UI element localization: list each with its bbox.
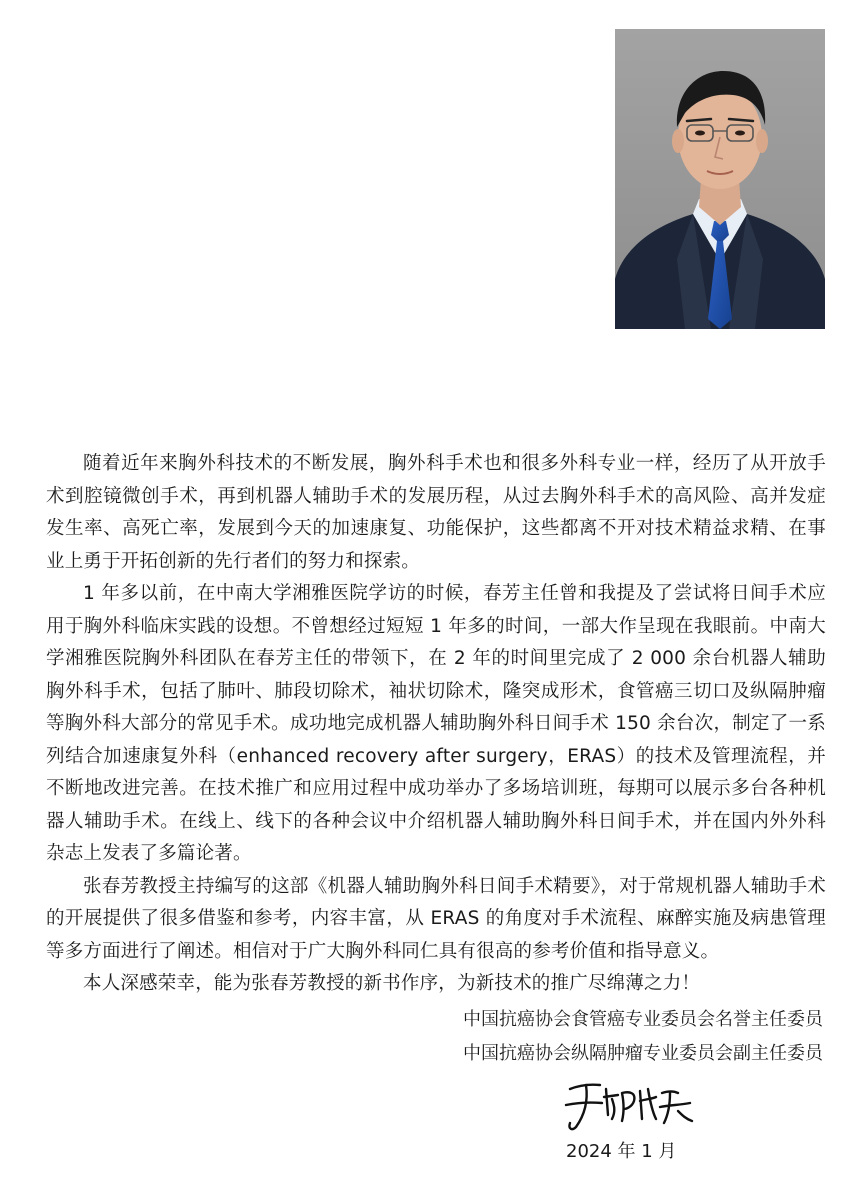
author-titles [463, 1003, 823, 1071]
author-title-1: 中国抗癌协会食管癌专业委员会名誉主任委员 [463, 1009, 823, 1030]
preface-body [46, 448, 826, 1001]
author-portrait-photo [615, 29, 825, 329]
handwritten-signature-icon [560, 1075, 700, 1133]
paragraph-2: 1 年多以前，在中南大学湘雅医院学访的时候，春芳主任曾和我提及了尝试将日间手术应用于胸外科临床实践的设想。不曾想经过短短 1 年多的时间，一部大作呈现在我眼前。中南大学湘雅医院胸外科团队在春芳主任的带领下，在 2 年的时间里完成了 2 000 余台机器人辅助胸外科手术，包括了肺叶、肺段切除术，袖状切除术，隆突成形术，食管癌三切口及纵隔肿瘤等胸外科大部分的常见手术。成功地完成机器人辅助胸外科日间手术 150 余台次，制定了一系列结合加速康复外科（enhanced recovery after surgery，ERAS）的技术及管理流程，并不断地改进完善。在技术推广和应用过程中成功举办了多场培训班，每期可以展示多台各种机器人辅助手术。在线上、线下的各种会议中介绍机器人辅助胸外科日间手术，并在国内外外科杂志上发表了多篇论著。 [46, 583, 826, 864]
paragraph-3: 张春芳教授主持编写的这部《机器人辅助胸外科日间手术精要》，对于常规机器人辅助手术的开展提供了很多借鉴和参考，内容丰富，从 ERAS 的角度对手术流程、麻醉实施及病患管理等多方面进行了阐述。相信对于广大胸外科同仁具有很高的参考价值和指导意义。 [46, 875, 826, 962]
date: 2024 年 1 月 [566, 1141, 677, 1162]
paragraph-4: 本人深感荣幸，能为张春芳教授的新书作序，为新技术的推广尽绵薄之力！ [83, 973, 701, 994]
portrait-icon [615, 29, 825, 329]
paragraph-1: 随着近年来胸外科技术的不断发展，胸外科手术也和很多外科专业一样，经历了从开放手术到腔镜微创手术，再到机器人辅助手术的发展历程，从过去胸外科手术的高风险、高并发症发生率、高死亡率，发展到今天的加速康复、功能保护，这些都离不开对技术精益求精、在事业上勇于开拓创新的先行者们的努力和探索。 [46, 453, 826, 572]
author-title-2: 中国抗癌协会纵隔肿瘤专业委员会副主任委员 [463, 1043, 823, 1064]
